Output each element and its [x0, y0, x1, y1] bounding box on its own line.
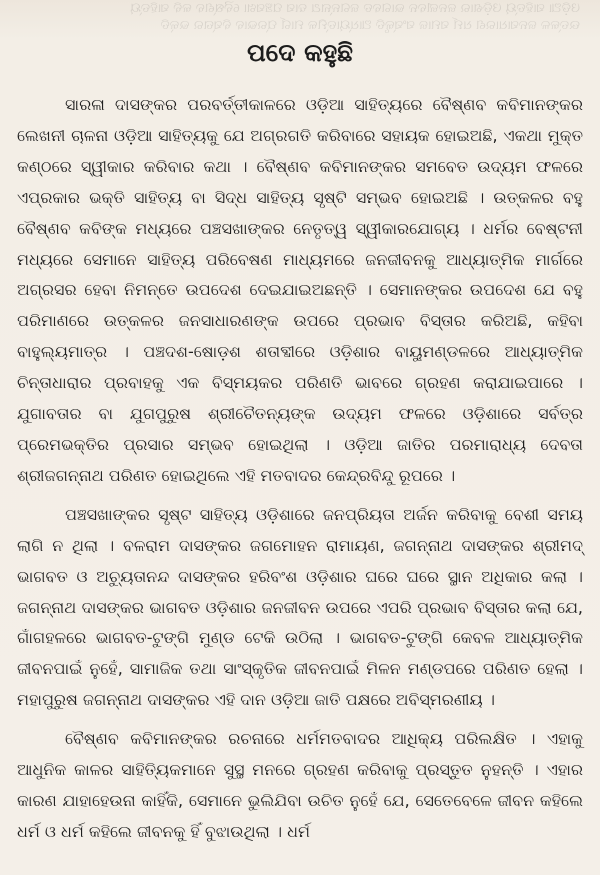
paragraph: ସାରଳା ଦାସଙ୍କର ପରବର୍ତ୍ତୀକାଳରେ ଓଡ଼ିଆ ସାହିତ୍ୟରେ ବୈଷ୍ଣବ କବିମାନଙ୍କର ଲେଖନୀ ଚାଳନା ଓଡ଼ିଆ ସାହିତ୍ୟକୁ ଯେ ଅଗ୍ରଗତି କରିବାରେ ସହାୟକ ହୋଇଅଛି, ଏକଥା ମୁକ୍ତ କଣ୍ଠରେ ସ୍ୱୀକାର କରିବାର କଥା । ବୈଷ୍ଣବ କବିମାନଙ୍କର ସମବେତ ଉଦ୍ୟମ ଫଳରେ ଏପ୍ରକାର ଭକ୍ତି ସାହିତ୍ୟ ବା ସିଦ୍ଧ ସାହିତ୍ୟ ସୃଷ୍ଟି ସମ୍ଭବ ହୋଇଅଛି । ଉତ୍କଳର ବହୁ ବୈଷ୍ଣବ କବିଙ୍କ ମଧ୍ୟରେ ପଞ୍ଚସଖାଙ୍କର ନେତୃତ୍ୱ ସ୍ୱୀକାରଯୋଗ୍ୟ । ଧର୍ମର ବେଷ୍ଟନୀ ମଧ୍ୟରେ ସେମାନେ ସାହିତ୍ୟ ପରିବେଷଣ ମାଧ୍ୟମରେ ଜନଜୀବନକୁ ଆଧ୍ୟାତ୍ମିକ ମାର୍ଗରେ ଅଗ୍ରସର ହେବା ନିମନ୍ତେ ଉପଦେଶ ଦେଇଯାଇଅଛନ୍ତି । ସେମାନଙ୍କର ଉପଦେଶ ଯେ ବହୁ ପରିମାଣରେ ଉତ୍କଳର ଜନସାଧାରଣଙ୍କ ଉପରେ ପ୍ରଭାବ ବିସ୍ତାର କରିଅଛି, କହିବା ବାହୁଲ୍ୟମାତ୍ର । ପଞ୍ଚଦଶ-ଷୋଡ଼ଶ ଶତାବ୍ଦୀରେ ଓଡ଼ିଶାର ବାୟୁମଣ୍ଡଳରେ ଆଧ୍ୟାତ୍ମିକ ଚିନ୍ତାଧାରାର ପ୍ରବାହକୁ ଏକ ବିସ୍ମୟକର ପରିଣତି ଭାବରେ ଗ୍ରହଣ କରାଯାଇପାରେ । ଯୁଗାବତାର ବା ଯୁଗପୁରୁଷ ଶ୍ରୀଚୈତନ୍ୟଙ୍କ ଉଦ୍ୟମ ଫଳରେ ଓଡ଼ିଶାରେ ସର୍ବତ୍ର ପ୍ରେମଭକ୍ତିର ପ୍ରସାର ସମ୍ଭବ ହୋଇଥିଲା । ଓଡ଼ିଆ ଜାତିର ପରମାରାଧ୍ୟ ଦେବତା ଶ୍ରୀଜଗନ୍ନାଥ ପରିଣତ ହୋଇଥିଲେ ଏହି ମତବାଦର କେନ୍ଦ୍ରବିନ୍ଦୁ ରୂପରେ । [17, 95, 583, 485]
bleed-through-text: ଓଡ଼ିଆ ସାହିତ୍ୟ ଓଡ଼ିଶାର ଜନଜୀବନ ଭାଗବତ ଜଗନ୍ନାଥ ଦାସ ପଞ୍ଚସଖା ବୈଷ୍ଣବ କବି ସାହିତ୍ୟ ଉତ୍କଳ ଜନସାଧାରଣ ଧର୍ମ ସମାଜ ସଂସ୍କୃତି ଆଧ୍ୟାତ୍ମିକ ମାର୍ଗ ପ୍ରଭାବ ବିସ୍ତାର ଭକ୍ତି [130, 1, 580, 33]
paragraph: ବୈଷ୍ଣବ କବିମାନଙ୍କର ରଚନାରେ ଧର୍ମମତବାଦର ଆଧିକ୍ୟ ପରିଲକ୍ଷିତ । ଏହାକୁ ଆଧୁନିକ କାଳର ସାହିତ୍ୟିକମାନେ ସୁସ୍ଥ ମନରେ ଗ୍ରହଣ କରିବାକୁ ପ୍ରସ୍ତୁତ ନୁହନ୍ତି । ଏହାର କାରଣ ଯାହାହେଉନା କାହିଁକି, ସେମାନେ ଭୁଲିଯିବା ଉଚିତ ନୁହେଁ ଯେ, ସେତେବେଳେ ଜୀବନ କହିଲେ ଧର୍ମ ଓ ଧର୍ମ କହିଲେ ଜୀବନକୁ ହିଁ ବୁଝାଉଥିଲା । ଧର୍ମ [17, 729, 583, 841]
body-text [17, 90, 583, 856]
paragraph: ପଞ୍ଚସଖାଙ୍କର ସୃଷ୍ଟ ସାହିତ୍ୟ ଓଡ଼ିଶାରେ ଜନପ୍ରିୟତା ଅର୍ଜନ କରିବାକୁ ବେଶୀ ସମୟ ଲାଗି ନ ଥିଲା । ବଳରାମ ଦାସଙ୍କର ଜଗମୋହନ ରାମାୟଣ, ଜଗନ୍ନାଥ ଦାସଙ୍କର ଶ୍ରୀମଦ୍ ଭାଗବତ ଓ ଅଚ୍ୟୁତାନନ୍ଦ ଦାସଙ୍କର ହରିବଂଶ ଓଡ଼ିଶାର ଘରେ ଘରେ ସ୍ଥାନ ଅଧିକାର କଲା । ଜଗନ୍ନାଥ ଦାସଙ୍କର ଭାଗବତ ଓଡ଼ିଶାର ଜନଜୀବନ ଉପରେ ଏପରି ପ୍ରଭାବ ବିସ୍ତାର କଲା ଯେ, ଗାଁଗହଳରେ ଭାଗବତ-ଟୁଙ୍ଗି ମୁଣ୍ଡ ଟେକି ଉଠିଲା । ଭାଗବତ-ଟୁଙ୍ଗି କେବଳ ଆଧ୍ୟାତ୍ମିକ ଜୀବନପାଇଁ ନୁହେଁ, ସାମାଜିକ ତଥା ସାଂସ୍କୃତିକ ଜୀବନପାଇଁ ମିଳନ ମଣ୍ଡପରେ ପରିଣତ ହେଲା । ମହାପୁରୁଷ ଜଗନ୍ନାଥ ଦାସଙ୍କର ଏହି ଦାନ ଓଡ଼ିଆ ଜାତି ପକ୍ଷରେ ଅବିସ୍ମରଣୀୟ । [17, 504, 583, 710]
page-title: ପଦେ କହୁଛି [246, 38, 354, 67]
